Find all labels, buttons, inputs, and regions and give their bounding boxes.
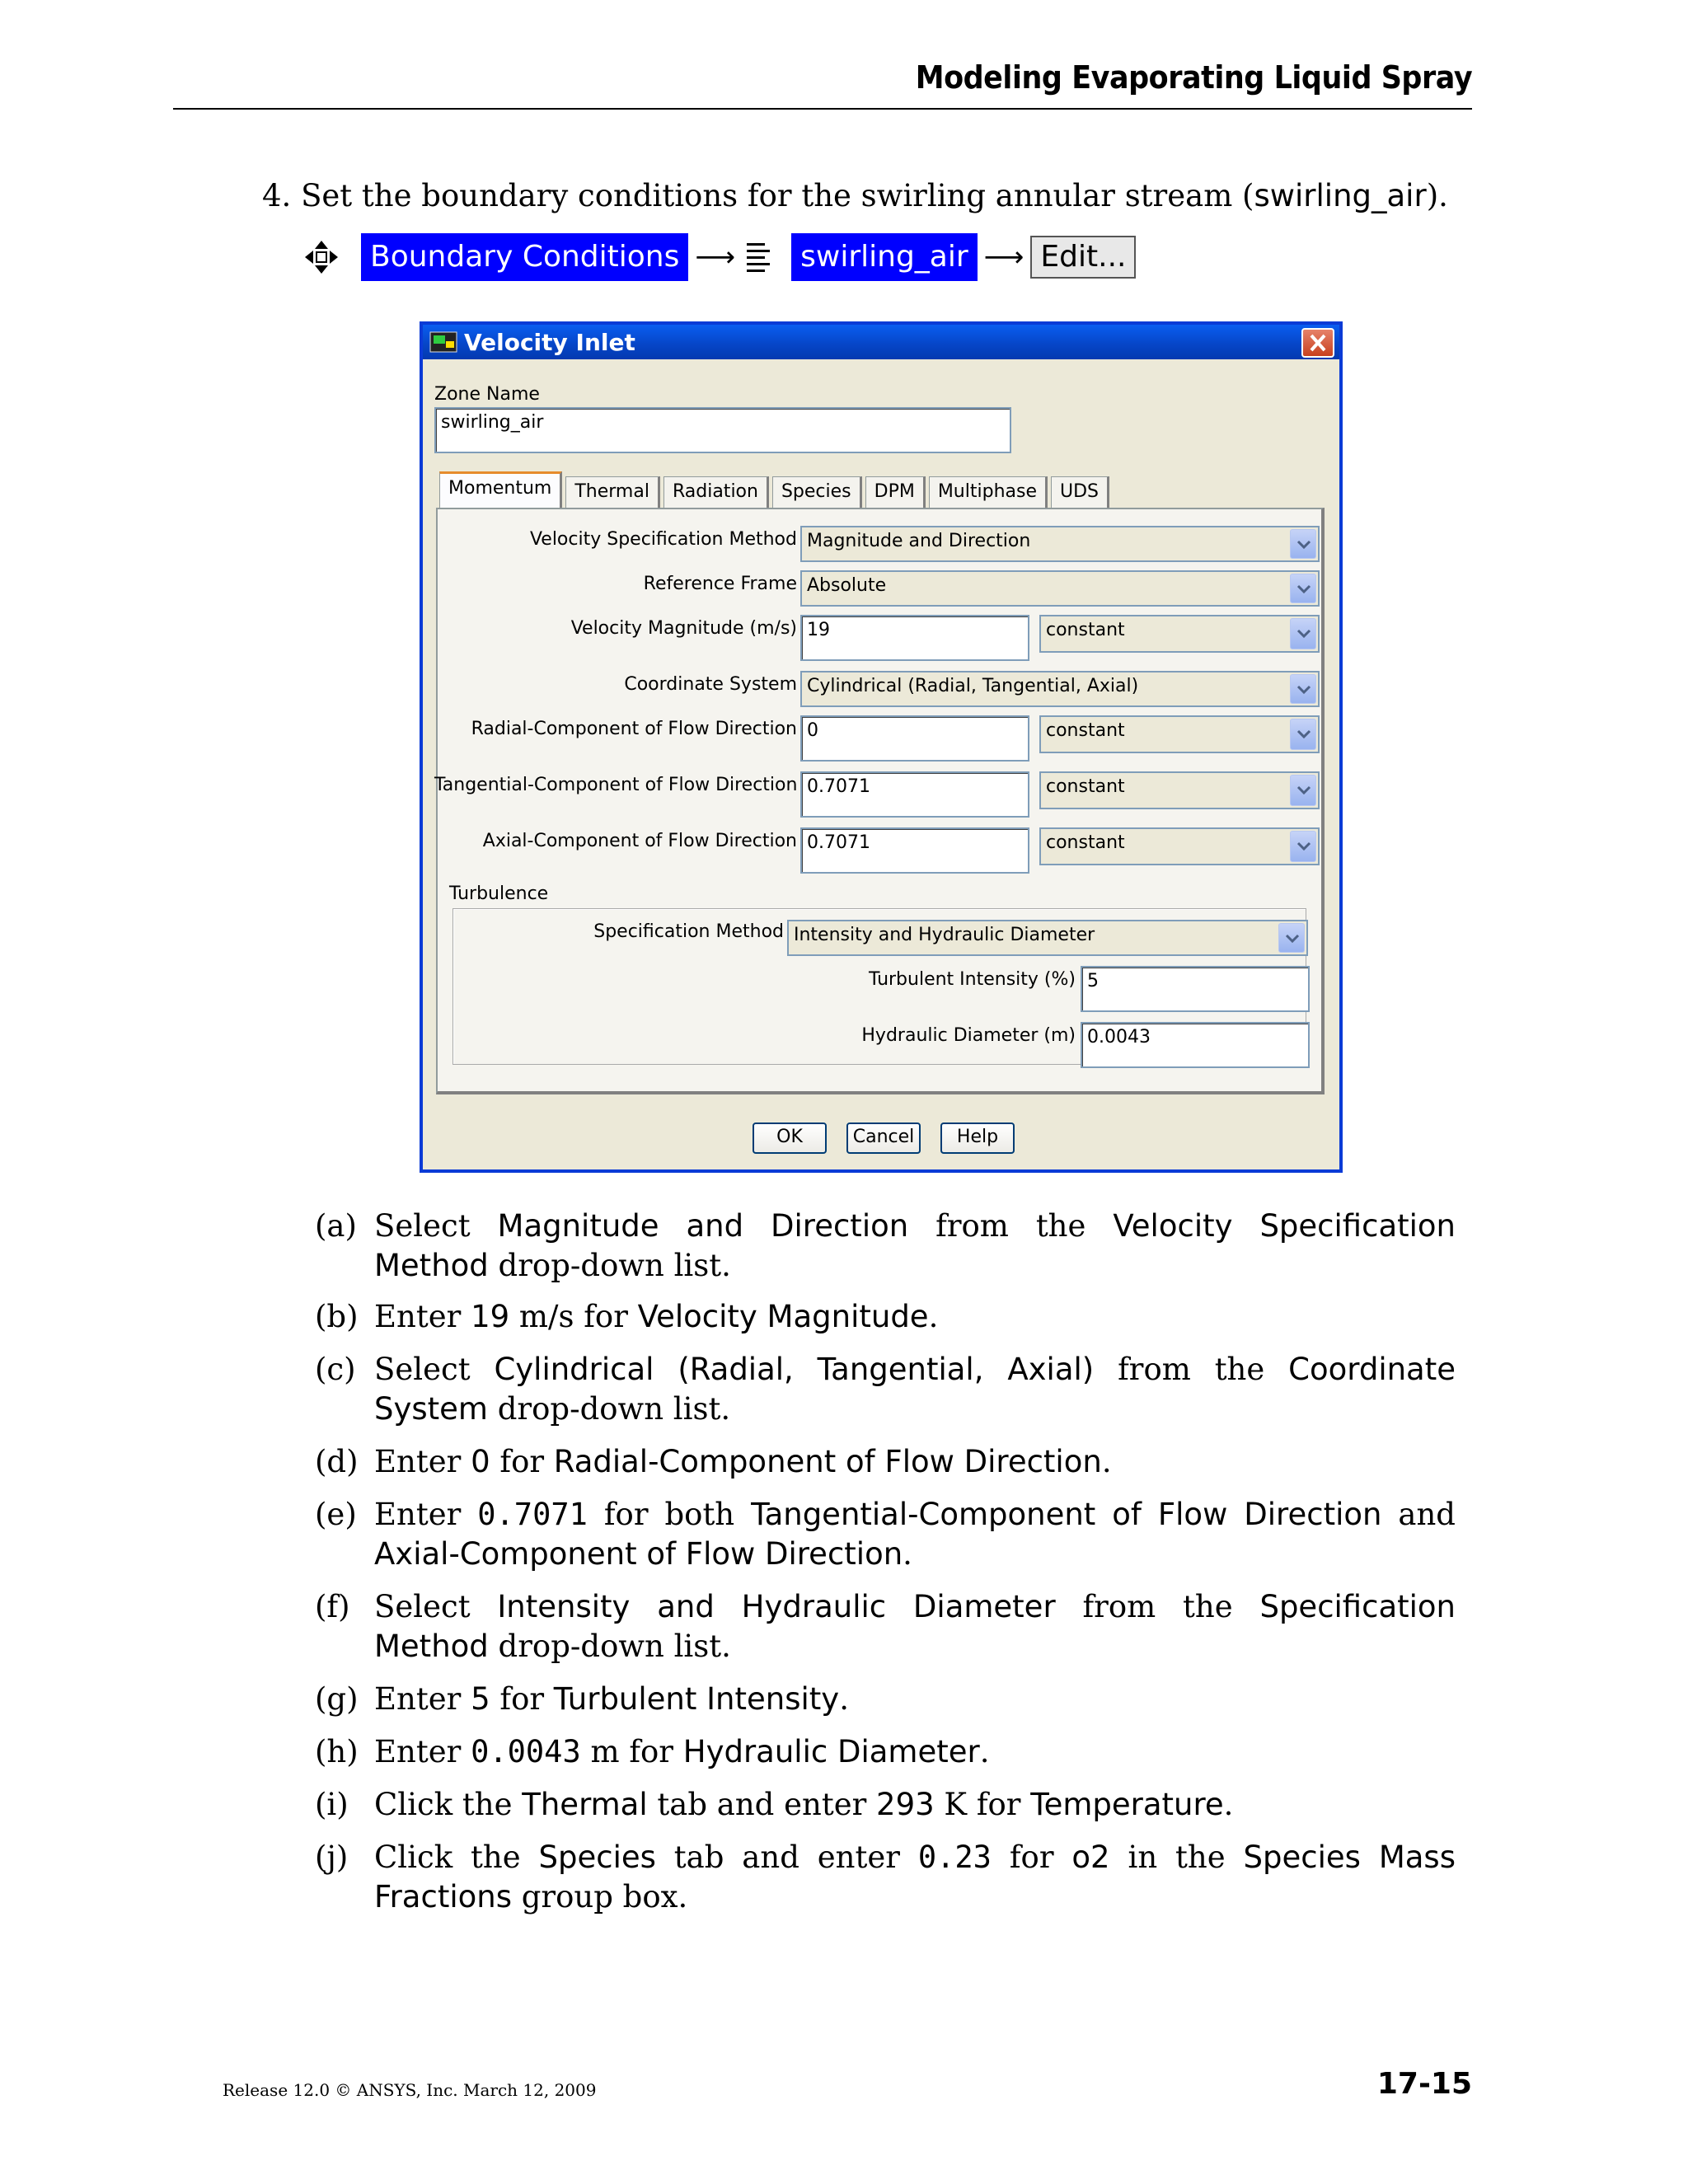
tangential-component-field[interactable]: 0.7071 xyxy=(800,771,1029,818)
value: 293 xyxy=(876,1787,935,1822)
text: for xyxy=(490,1444,554,1479)
hydraulic-diameter-field[interactable]: 0.0043 xyxy=(1081,1022,1310,1068)
text: from the xyxy=(1055,1589,1260,1624)
tab-multiphase[interactable]: Multiphase xyxy=(929,476,1048,508)
text: Select xyxy=(374,1589,498,1624)
tangential-component-profile-dropdown[interactable] xyxy=(1039,771,1320,809)
step-text-pre: 4. Set the boundary conditions for the swirling annular stream ( xyxy=(262,178,1254,213)
hydraulic-diameter-label: Hydraulic Diameter (m) xyxy=(861,1025,1076,1046)
dropdown-button[interactable] xyxy=(1290,618,1316,649)
text: . xyxy=(839,1681,849,1717)
tab-species[interactable]: Species xyxy=(772,476,862,508)
text: from the xyxy=(908,1208,1114,1244)
specification-method-dropdown[interactable] xyxy=(787,920,1308,956)
velocity-inlet-dialog xyxy=(420,321,1343,1173)
text: tab and enter xyxy=(655,1840,918,1875)
step-4-text xyxy=(262,178,1448,213)
dropdown-button[interactable] xyxy=(1290,775,1316,806)
close-icon xyxy=(1303,330,1333,356)
text: . xyxy=(979,1734,990,1769)
value: 5 xyxy=(471,1681,490,1717)
axial-component-profile-value: constant xyxy=(1046,832,1125,853)
ui-term: Species Mass Fractions xyxy=(374,1840,1456,1915)
navigation-path xyxy=(303,232,1136,282)
text: for both xyxy=(587,1497,752,1532)
ui-term: Thermal xyxy=(522,1787,648,1822)
ui-term: Magnitude and Direction xyxy=(497,1208,909,1244)
reference-frame-label: Reference Frame xyxy=(643,574,797,594)
footer-release: Release 12.0 © ANSYS, Inc. March 12, 2009 xyxy=(223,2080,597,2100)
dropdown-button[interactable] xyxy=(1290,831,1316,862)
axial-component-profile-dropdown[interactable] xyxy=(1039,827,1320,865)
zone-name-label: Zone Name xyxy=(434,384,540,405)
tangential-component-profile-value: constant xyxy=(1046,776,1125,797)
turbulence-group-label: Turbulence xyxy=(449,883,549,904)
radial-component-profile-dropdown[interactable] xyxy=(1039,715,1320,753)
path-arrow: ⟶ xyxy=(983,241,1025,274)
edit-button[interactable]: Edit... xyxy=(1030,236,1136,279)
chevron-down-icon xyxy=(1296,782,1312,799)
radial-component-profile-value: constant xyxy=(1046,720,1125,741)
text: m/s for xyxy=(509,1299,638,1334)
text: from the xyxy=(1094,1352,1289,1387)
velocity-spec-method-value: Magnitude and Direction xyxy=(807,531,1031,551)
cancel-button[interactable]: Cancel xyxy=(846,1122,921,1154)
coordinate-system-dropdown[interactable] xyxy=(800,671,1320,707)
tab-bar xyxy=(439,471,1113,508)
ui-term: Hydraulic Diameter xyxy=(682,1734,980,1769)
chevron-down-icon xyxy=(1296,726,1312,743)
instruction-body xyxy=(374,1732,1456,1772)
ui-term: Axial-Component of Flow Direction xyxy=(374,1536,903,1572)
ui-term: Turbulent Intensity xyxy=(553,1681,840,1717)
text: . xyxy=(1223,1787,1234,1822)
text: group box. xyxy=(511,1879,688,1915)
instruction-tag: (c) xyxy=(315,1352,356,1387)
ui-term: Species xyxy=(538,1840,656,1875)
tab-momentum[interactable]: Momentum xyxy=(439,471,562,508)
instruction-tag: (i) xyxy=(315,1787,349,1822)
dialog-title: Velocity Inlet xyxy=(464,328,635,356)
move-arrows-icon xyxy=(303,239,340,275)
text: . xyxy=(903,1536,912,1572)
instruction-body xyxy=(374,1785,1456,1825)
text: Enter xyxy=(374,1734,471,1769)
text: drop-down list. xyxy=(488,1248,731,1283)
velocity-spec-method-dropdown[interactable] xyxy=(800,526,1320,562)
dropdown-button[interactable] xyxy=(1290,574,1316,603)
text: Click the xyxy=(374,1787,523,1822)
ui-term: Velocity Magnitude xyxy=(637,1299,929,1334)
instruction-tag: (a) xyxy=(315,1208,357,1244)
ui-term: Cylindrical (Radial, Tangential, Axial) xyxy=(494,1352,1095,1387)
step-zone-name: swirling_air xyxy=(1254,178,1427,213)
close-button[interactable] xyxy=(1301,328,1334,358)
text: Enter xyxy=(374,1681,471,1717)
running-header-title: Modeling Evaporating Liquid Spray xyxy=(915,59,1472,96)
coordinate-system-value: Cylindrical (Radial, Tangential, Axial) xyxy=(807,676,1139,696)
path-arrow: ⟶ xyxy=(695,241,736,274)
text: K for xyxy=(934,1787,1031,1822)
ui-term: Tangential-Component of Flow Direction xyxy=(751,1497,1382,1532)
ok-button[interactable]: OK xyxy=(753,1122,827,1154)
chevron-down-icon xyxy=(1296,581,1312,598)
chevron-down-icon xyxy=(1296,626,1312,642)
dropdown-button[interactable] xyxy=(1290,719,1316,750)
instruction-tag: (d) xyxy=(315,1444,359,1479)
radial-component-field[interactable]: 0 xyxy=(800,715,1029,762)
text: drop-down list. xyxy=(488,1629,731,1664)
instruction-body xyxy=(374,1207,1456,1286)
instruction-tag: (g) xyxy=(315,1681,359,1717)
text: for xyxy=(991,1840,1072,1875)
instruction-body xyxy=(374,1350,1456,1429)
chevron-down-icon xyxy=(1296,838,1312,855)
instruction-body xyxy=(374,1587,1456,1666)
value: 0 xyxy=(471,1444,490,1479)
instruction-body xyxy=(374,1442,1456,1482)
instruction-tag: (j) xyxy=(315,1840,349,1875)
chevron-down-icon xyxy=(1296,537,1312,553)
dropdown-button[interactable] xyxy=(1290,529,1316,559)
text: Enter xyxy=(374,1497,478,1532)
text: Select xyxy=(374,1208,498,1244)
ui-term: Radial-Component of Flow Direction xyxy=(553,1444,1102,1479)
ui-term: Velocity Specification Method xyxy=(374,1208,1456,1283)
velocity-magnitude-profile-dropdown[interactable] xyxy=(1039,615,1320,653)
page-number: 17-15 xyxy=(1376,2067,1472,2101)
zone-name-field[interactable]: swirling_air xyxy=(434,407,1011,453)
text: . xyxy=(928,1299,939,1334)
chevron-down-icon xyxy=(1284,930,1301,947)
text: Select xyxy=(374,1352,495,1387)
fluent-app-icon xyxy=(429,331,457,353)
boundary-conditions-link[interactable]: Boundary Conditions xyxy=(361,233,688,281)
value: 0.0043 xyxy=(471,1734,581,1769)
dropdown-button[interactable] xyxy=(1290,674,1316,704)
value: 0.7071 xyxy=(477,1497,588,1532)
radial-component-label: Radial-Component of Flow Direction xyxy=(471,719,797,739)
instruction-body xyxy=(374,1495,1456,1574)
instruction-tag: (b) xyxy=(315,1299,359,1334)
instruction-tag: (e) xyxy=(315,1497,357,1532)
reference-frame-value: Absolute xyxy=(807,575,887,596)
tangential-component-label: Tangential-Component of Flow Direction xyxy=(434,775,798,795)
instruction-body xyxy=(374,1838,1456,1917)
text: for xyxy=(490,1681,554,1717)
velocity-magnitude-field[interactable]: 19 xyxy=(800,615,1029,661)
swirling-air-link[interactable]: swirling_air xyxy=(791,233,978,281)
instruction-body xyxy=(374,1680,1456,1719)
instruction-tag: (h) xyxy=(315,1734,359,1769)
text: Click the xyxy=(374,1840,539,1875)
dialog-titlebar[interactable] xyxy=(423,325,1339,359)
chevron-down-icon xyxy=(1296,682,1312,698)
ui-term: o2 xyxy=(1071,1840,1110,1875)
value: 0.23 xyxy=(917,1840,992,1875)
instruction-tag: (f) xyxy=(315,1589,350,1624)
ui-term: Coordinate System xyxy=(374,1352,1456,1427)
instruction-body xyxy=(374,1297,1456,1337)
text: and xyxy=(1381,1497,1456,1532)
text: drop-down list. xyxy=(487,1391,731,1427)
value: 19 xyxy=(471,1299,510,1334)
text: tab and enter xyxy=(647,1787,877,1822)
turbulent-intensity-field[interactable]: 5 xyxy=(1081,966,1310,1012)
help-button[interactable]: Help xyxy=(940,1122,1015,1154)
axial-component-field[interactable]: 0.7071 xyxy=(800,827,1029,874)
text: m for xyxy=(580,1734,683,1769)
text: . xyxy=(1101,1444,1112,1479)
velocity-spec-method-label: Velocity Specification Method xyxy=(529,529,797,550)
tab-uds[interactable]: UDS xyxy=(1051,476,1109,508)
velocity-magnitude-label: Velocity Magnitude (m/s) xyxy=(570,618,797,639)
specification-method-value: Intensity and Hydraulic Diameter xyxy=(794,925,1095,945)
ui-term: Intensity and Hydraulic Diameter xyxy=(497,1589,1056,1624)
ui-term: Temperature xyxy=(1030,1787,1224,1822)
text: Enter xyxy=(374,1299,471,1334)
dropdown-button[interactable] xyxy=(1278,923,1305,953)
step-text-post: ). xyxy=(1426,178,1448,213)
coordinate-system-label: Coordinate System xyxy=(624,674,797,695)
tab-radiation[interactable]: Radiation xyxy=(663,476,769,508)
specification-method-label: Specification Method xyxy=(593,921,784,942)
tab-dpm[interactable]: DPM xyxy=(865,476,926,508)
velocity-magnitude-profile-value: constant xyxy=(1046,620,1125,640)
axial-component-label: Axial-Component of Flow Direction xyxy=(482,831,797,851)
ui-term: Specification Method xyxy=(374,1589,1456,1664)
text: Enter xyxy=(374,1444,471,1479)
list-icon xyxy=(745,241,771,273)
reference-frame-dropdown[interactable] xyxy=(800,570,1320,607)
text: in the xyxy=(1109,1840,1244,1875)
turbulent-intensity-label: Turbulent Intensity (%) xyxy=(868,969,1076,990)
tab-thermal[interactable]: Thermal xyxy=(565,476,660,508)
header-rule xyxy=(173,108,1472,110)
